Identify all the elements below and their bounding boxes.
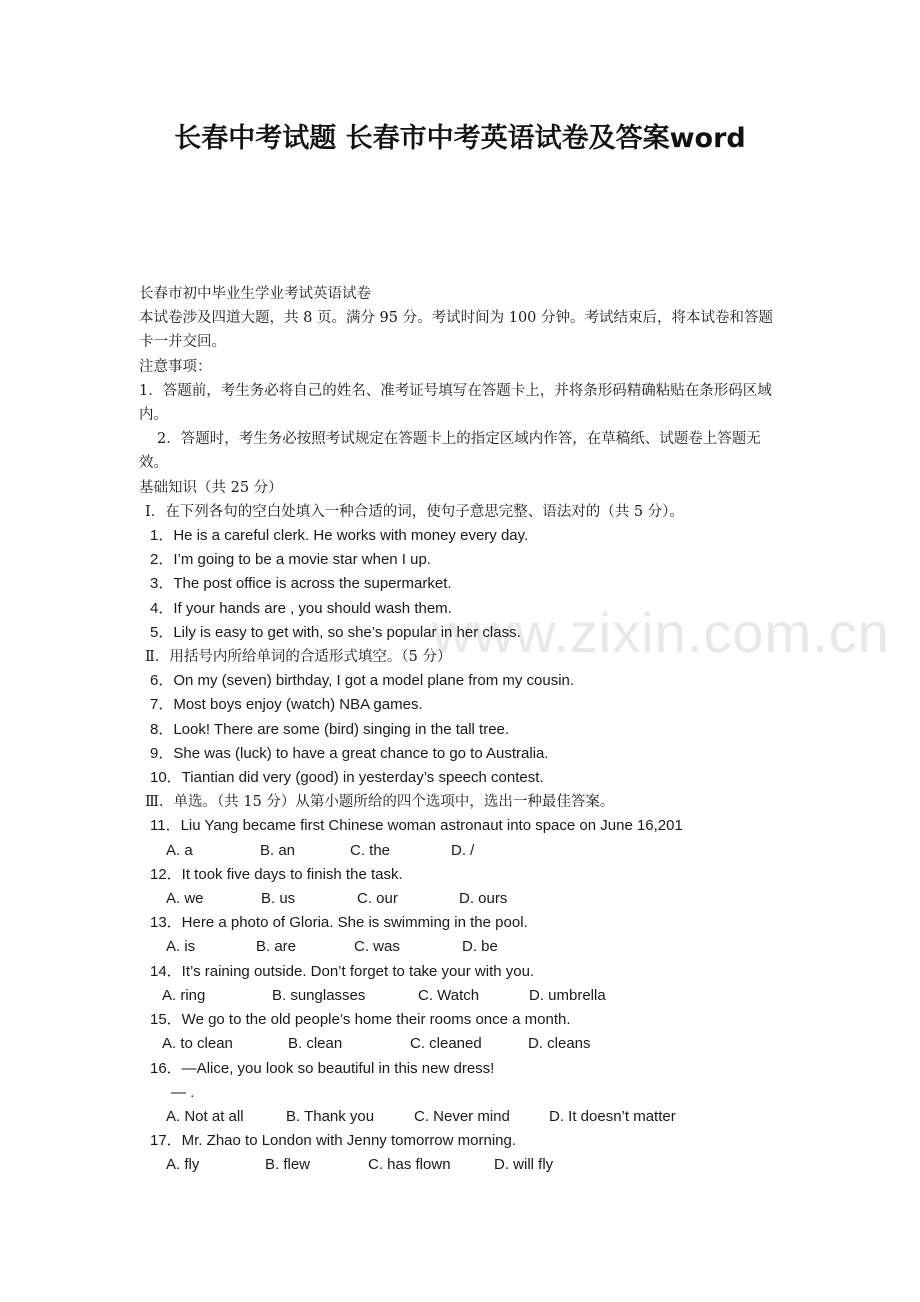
part-heading: 基础知识（共 25 分） bbox=[139, 479, 283, 496]
question-3: 3．The post office is across the supermarket. bbox=[150, 575, 452, 593]
option-a: A. is bbox=[166, 938, 196, 956]
exam-name: 长春市初中毕业生学业考试英语试卷 bbox=[139, 286, 371, 302]
question-10: 10．Tiantian did very (good) in yesterday’s speech contest. bbox=[150, 769, 544, 787]
response-16: — . bbox=[171, 1083, 195, 1101]
section-3-heading: Ⅲ．单选。（共 15 分）从第小题所给的四个选项中，选出一种最佳答案。 bbox=[145, 794, 615, 811]
document-body bbox=[139, 282, 785, 1178]
options-15 bbox=[139, 1032, 785, 1056]
option-c: C. our bbox=[357, 890, 398, 908]
options-12 bbox=[139, 887, 785, 911]
question-12: 12．It took five days to finish the task. bbox=[150, 865, 403, 883]
option-c: C. Watch bbox=[418, 986, 480, 1004]
option-d: D. ours bbox=[459, 890, 508, 908]
question-13: 13．Here a photo of Gloria. She is swimming in the pool. bbox=[150, 914, 528, 932]
option-d: D. cleans bbox=[528, 1035, 591, 1053]
option-b: B. sunglasses bbox=[272, 986, 366, 1004]
section-1-heading: Ⅰ．在下列各句的空白处填入一种合适的词，使句子意思完整、语法对的（共 5 分）。 bbox=[145, 503, 684, 520]
option-c: C. the bbox=[350, 841, 391, 859]
option-a: A. to clean bbox=[162, 1035, 233, 1053]
option-a: A. ring bbox=[162, 986, 206, 1004]
option-b: B. Thank you bbox=[286, 1107, 375, 1125]
section-2-heading: Ⅱ．用括号内所给单词的合适形式填空。（5 分） bbox=[145, 649, 452, 666]
question-9: 9．She was (luck) to have a great chance to go to Australia. bbox=[150, 744, 549, 762]
option-a: A. fly bbox=[166, 1156, 200, 1174]
option-a: A. we bbox=[166, 890, 204, 908]
notes-heading: 注意事项： bbox=[139, 358, 212, 375]
option-b: B. clean bbox=[288, 1035, 343, 1053]
options-14 bbox=[139, 984, 785, 1008]
option-d: D. will fly bbox=[494, 1156, 554, 1174]
option-a: A. a bbox=[166, 841, 193, 859]
watermark: www.zixin.com.cn bbox=[432, 601, 890, 664]
note-2: 2．答题时，考生务必按照考试规定在答题卡上的指定区域内作答，在草稿纸、试题卷上答题无效。 bbox=[139, 431, 761, 472]
question-5: 5．Lily is easy to get with, so she’s popular in her class. bbox=[150, 623, 521, 641]
options-16 bbox=[139, 1105, 785, 1129]
question-7: 7．Most boys enjoy (watch) NBA games. bbox=[150, 696, 423, 714]
options-17 bbox=[139, 1153, 785, 1177]
option-d: D. / bbox=[451, 841, 475, 859]
question-1: 1．He is a careful clerk. He works with money every day. bbox=[150, 527, 529, 545]
option-c: C. cleaned bbox=[410, 1035, 482, 1053]
option-d: D. be bbox=[462, 938, 498, 956]
question-17: 17．Mr. Zhao to London with Jenny tomorrow morning. bbox=[150, 1132, 517, 1150]
question-2: 2．I’m going to be a movie star when I up. bbox=[150, 551, 431, 569]
question-8: 8．Look! There are some (bird) singing in the tall tree. bbox=[150, 720, 510, 738]
option-b: B. an bbox=[260, 841, 296, 859]
option-d: D. It doesn’t matter bbox=[549, 1107, 676, 1125]
option-b: B. flew bbox=[265, 1156, 311, 1174]
document-title: 长春中考试题 长春市中考英语试卷及答案word bbox=[174, 123, 746, 154]
option-c: C. Never mind bbox=[414, 1107, 510, 1125]
options-11 bbox=[139, 839, 785, 863]
question-6: 6．On my (seven) birthday, I got a model plane from my cousin. bbox=[150, 672, 575, 690]
option-c: C. was bbox=[354, 938, 400, 956]
option-b: B. are bbox=[256, 938, 297, 956]
question-16: 16．—Alice, you look so beautiful in this new dress! bbox=[150, 1059, 495, 1077]
exam-intro: 本试卷涉及四道大题，共 8 页。满分 95 分。考试时间为 100 分钟。考试结束后，将本试卷和答题卡一并交回。 bbox=[139, 310, 774, 351]
option-b: B. us bbox=[261, 890, 296, 908]
question-11: 11．Liu Yang became first Chinese woman astronaut into space on June 16,201 bbox=[150, 817, 683, 835]
option-a: A. Not at all bbox=[166, 1107, 244, 1125]
option-c: C. has flown bbox=[368, 1156, 451, 1174]
option-d: D. umbrella bbox=[529, 986, 606, 1004]
question-14: 14．It’s raining outside. Don’t forget to take your with you. bbox=[150, 962, 535, 980]
question-4: 4．If your hands are , you should wash them. bbox=[150, 599, 452, 617]
options-13 bbox=[139, 935, 785, 959]
note-1: 1．答题前，考生务必将自己的姓名、准考证号填写在答题卡上，并将条形码精确粘贴在条形码区域内。 bbox=[139, 382, 772, 424]
question-15: 15．We go to the old people’s home their rooms once a month. bbox=[150, 1011, 571, 1029]
